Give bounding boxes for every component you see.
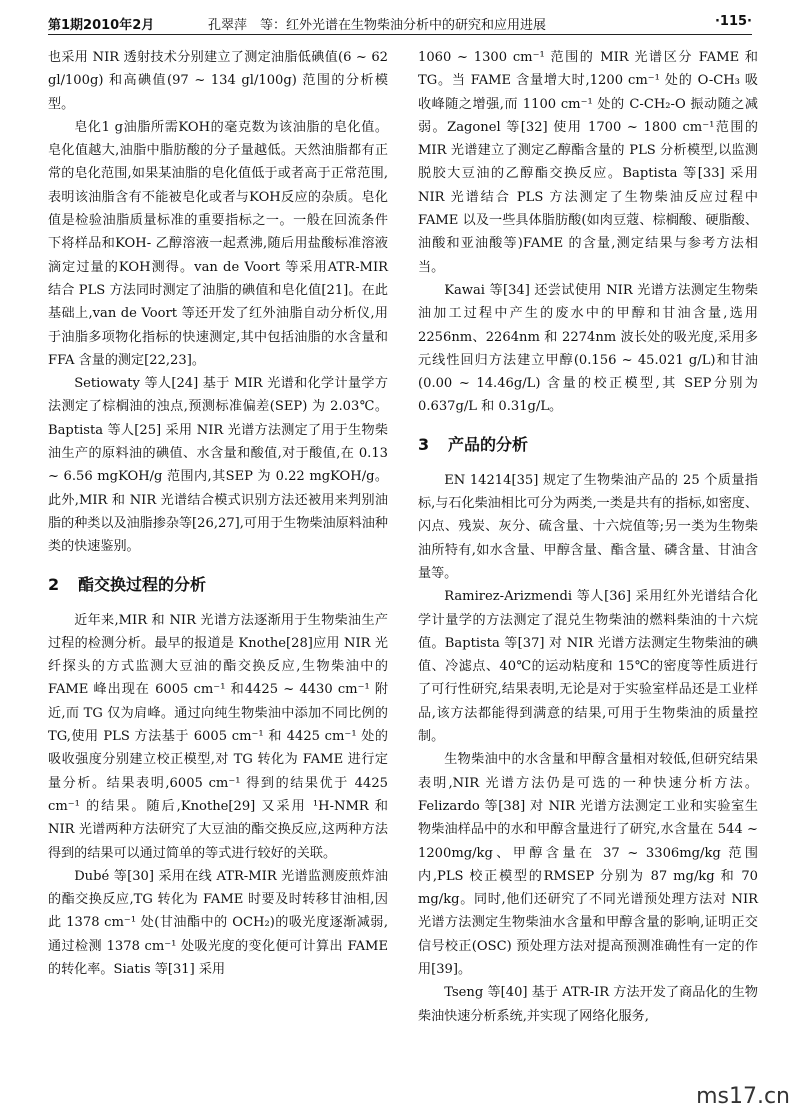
left-column <box>48 46 388 981</box>
paragraph: Dubé 等[30] 采用在线 ATR-MIR 光谱监测废煎炸油的酯交换反应,TG 转化为 FAME 时要及时转移甘油相,因此 1378 cm⁻¹ 处(甘油酯中的 OCH₂)的吸光度逐渐减弱,通过检测 1378 cm⁻¹ 处吸光度的变化便可计算出 FAME 的转化率。Siatis 等[31] 采用 <box>48 868 388 977</box>
section-title: 产品的分析 <box>448 434 529 454</box>
section-number: 2 <box>48 574 60 594</box>
section-number: 3 <box>418 434 430 454</box>
paragraph: Tseng 等[40] 基于 ATR-IR 方法开发了商品化的生物柴油快速分析系统,并实现了网络化服务, <box>418 985 758 1024</box>
watermark: ms17.cn <box>696 1084 790 1109</box>
journal-issue: 第1期2010年2月 <box>48 18 155 33</box>
paragraph: 1060 ~ 1300 cm⁻¹ 范围的 MIR 光谱区分 FAME 和TG。当 FAME 含量增大时,1200 cm⁻¹ 处的 O-CH₃ 吸收峰随之增强,而 1100 cm⁻¹ 处的 C-CH₂-O 振动随之减弱。Zagonel 等[32] 使用 1700 ~ 1800 cm⁻¹范围的 MIR 光谱建立了测定乙醇酯含量的 PLS 分析模型,以监测脱胶大豆油的乙醇酯交换反应。Baptista 等[33] 采用 NIR 光谱结合 PLS 方法测定了生物柴油反应过程中 FAME 以及一些具体脂肪酸(如肉豆蔻、棕榈酸、硬脂酸、油酸和亚油酸等)FAME 的含量,测定结果与参考方法相当。 <box>418 50 758 275</box>
section-title: 酯交换过程的分析 <box>78 574 207 594</box>
paragraph: Kawai 等[34] 还尝试使用 NIR 光谱方法测定生物柴油加工过程中产生的废水中的甲醇和甘油含量,选用 2256nm、2264nm 和 2274nm 波长处的吸光度,采用多元线性回归方法建立甲醇(0.156 ~ 45.021 g/L)和甘油(0.00 ~ 14.46g/L) 含量的校正模型,其 SEP分别为 0.637g/L 和 0.31g/L。 <box>418 282 758 415</box>
page-header <box>48 12 752 35</box>
paragraph: 生物柴油中的水含量和甲醇含量相对较低,但研究结果表明,NIR 光谱方法仍是可选的一种快速分析方法。Felizardo 等[38] 对 NIR 光谱方法测定工业和实验室生物柴油样品中的水和甲醇含量进行了研究,水含量在 544 ~ 1200mg/kg、甲醇含量在 37 ~ 3306mg/kg 范围内,PLS 校正模型的RMSEP 分别为 87 mg/kg 和 70 mg/kg。同时,他们还研究了不同光谱预处理方法对 NIR 光谱方法测定生物柴油水含量和甲醇含量的影响,证明正交信号校正(OSC) 预处理方法对提高预测准确性有一定的作用[39]。 <box>418 752 758 977</box>
page-number: ·115· <box>714 14 752 29</box>
paragraph: 也采用 NIR 透射技术分别建立了测定油脂低碘值(6 ~ 62 gl/100g) 和高碘值(97 ~ 134 gl/100g) 范围的分析模型。 <box>48 50 388 112</box>
section-heading <box>48 573 388 597</box>
paragraph: EN 14214[35] 规定了生物柴油产品的 25 个质量指标,与石化柴油相比可分为两类,一类是共有的指标,如密度、闪点、残炭、灰分、硫含量、十六烷值等;另一类为生物柴油所特有,如水含量、甲醇含量、酯含量、磷含量、甘油含量等。 <box>418 472 758 581</box>
paragraph: 近年来,MIR 和 NIR 光谱方法逐渐用于生物柴油生产过程的检测分析。最早的报道是 Knothe[28]应用 NIR 光纤探头的方式监测大豆油的酯交换反应,生物柴油中的 FAME 峰出现在 6005 cm⁻¹ 和4425 ~ 4430 cm⁻¹ 附近,而 TG 仅为肩峰。通过向纯生物柴油中添加不同比例的 TG,使用 PLS 方法基于 6005 cm⁻¹ 和 4425 cm⁻¹ 处的吸收强度分别建立校正模型,对 TG 转化为 FAME 进行定量分析。结果表明,6005 cm⁻¹ 得到的结果优于 4425 cm⁻¹ 的结果。随后,Knothe[29] 又采用 ¹H-NMR 和 NIR 光谱两种方法研究了大豆油的酯交换反应,这两种方法得到的结果可以通过简单的等式进行较好的关联。 <box>48 612 388 861</box>
right-column <box>418 46 758 1028</box>
paragraph: Ramirez-Arizmendi 等人[36] 采用红外光谱结合化学计量学的方法测定了混兑生物柴油的燃料柴油的十六烷值。Baptista 等[37] 对 NIR 光谱方法测定生物柴油的碘值、冷滤点、40℃的运动粘度和 15℃的密度等性质进行了可行性研究,结果表明,无论是对于实验室样品还是工业样品,该方法都能得到满意的结果,可用于生物柴油的质量控制。 <box>418 589 758 745</box>
running-title: 孔翠萍 等：红外光谱在生物柴油分析中的研究和应用进展 <box>208 18 547 33</box>
paragraph: Setiowaty 等人[24] 基于 MIR 光谱和化学计量学方法测定了棕榈油的浊点,预测标准偏差(SEP) 为 2.03℃。Baptista 等人[25] 采用 NIR 光谱方法测定了用于生物柴油生产的原料油的碘值、水含量和酸值,对于酸值,在 0.13 ~ 6.56 mgKOH/g 范围内,其SEP 为 0.22 mgKOH/g。此外,MIR 和 NIR 光谱结合模式识别方法还被用来判别油脂的种类以及油脂掺杂等[26,27],可用于生物柴油原料油种类的快速鉴别。 <box>48 376 388 555</box>
paragraph: 皂化1 g油脂所需KOH的毫克数为该油脂的皂化值。皂化值越大,油脂中脂肪酸的分子量越低。天然油脂都有正常的皂化范围,如果某油脂的皂化值低于或者高于正常范围,表明该油脂含有不能被皂化或者与KOH反应的杂质。皂化值是检验油脂质量标准的重要指标之一。一般在回流条件下将样品和KOH- 乙醇溶液一起煮沸,随后用盐酸标准溶液滴定过量的KOH测得。van de Voort 等采用ATR-MIR 结合 PLS 方法同时测定了油脂的碘值和皂化值[21]。在此基础上,van de Voort 等还开发了红外油脂自动分析仪,用于油脂多项物化指标的快速测定,其中包括油脂的水含量和 FFA 含量的测定[22,23]。 <box>48 119 388 368</box>
section-heading <box>418 433 758 457</box>
